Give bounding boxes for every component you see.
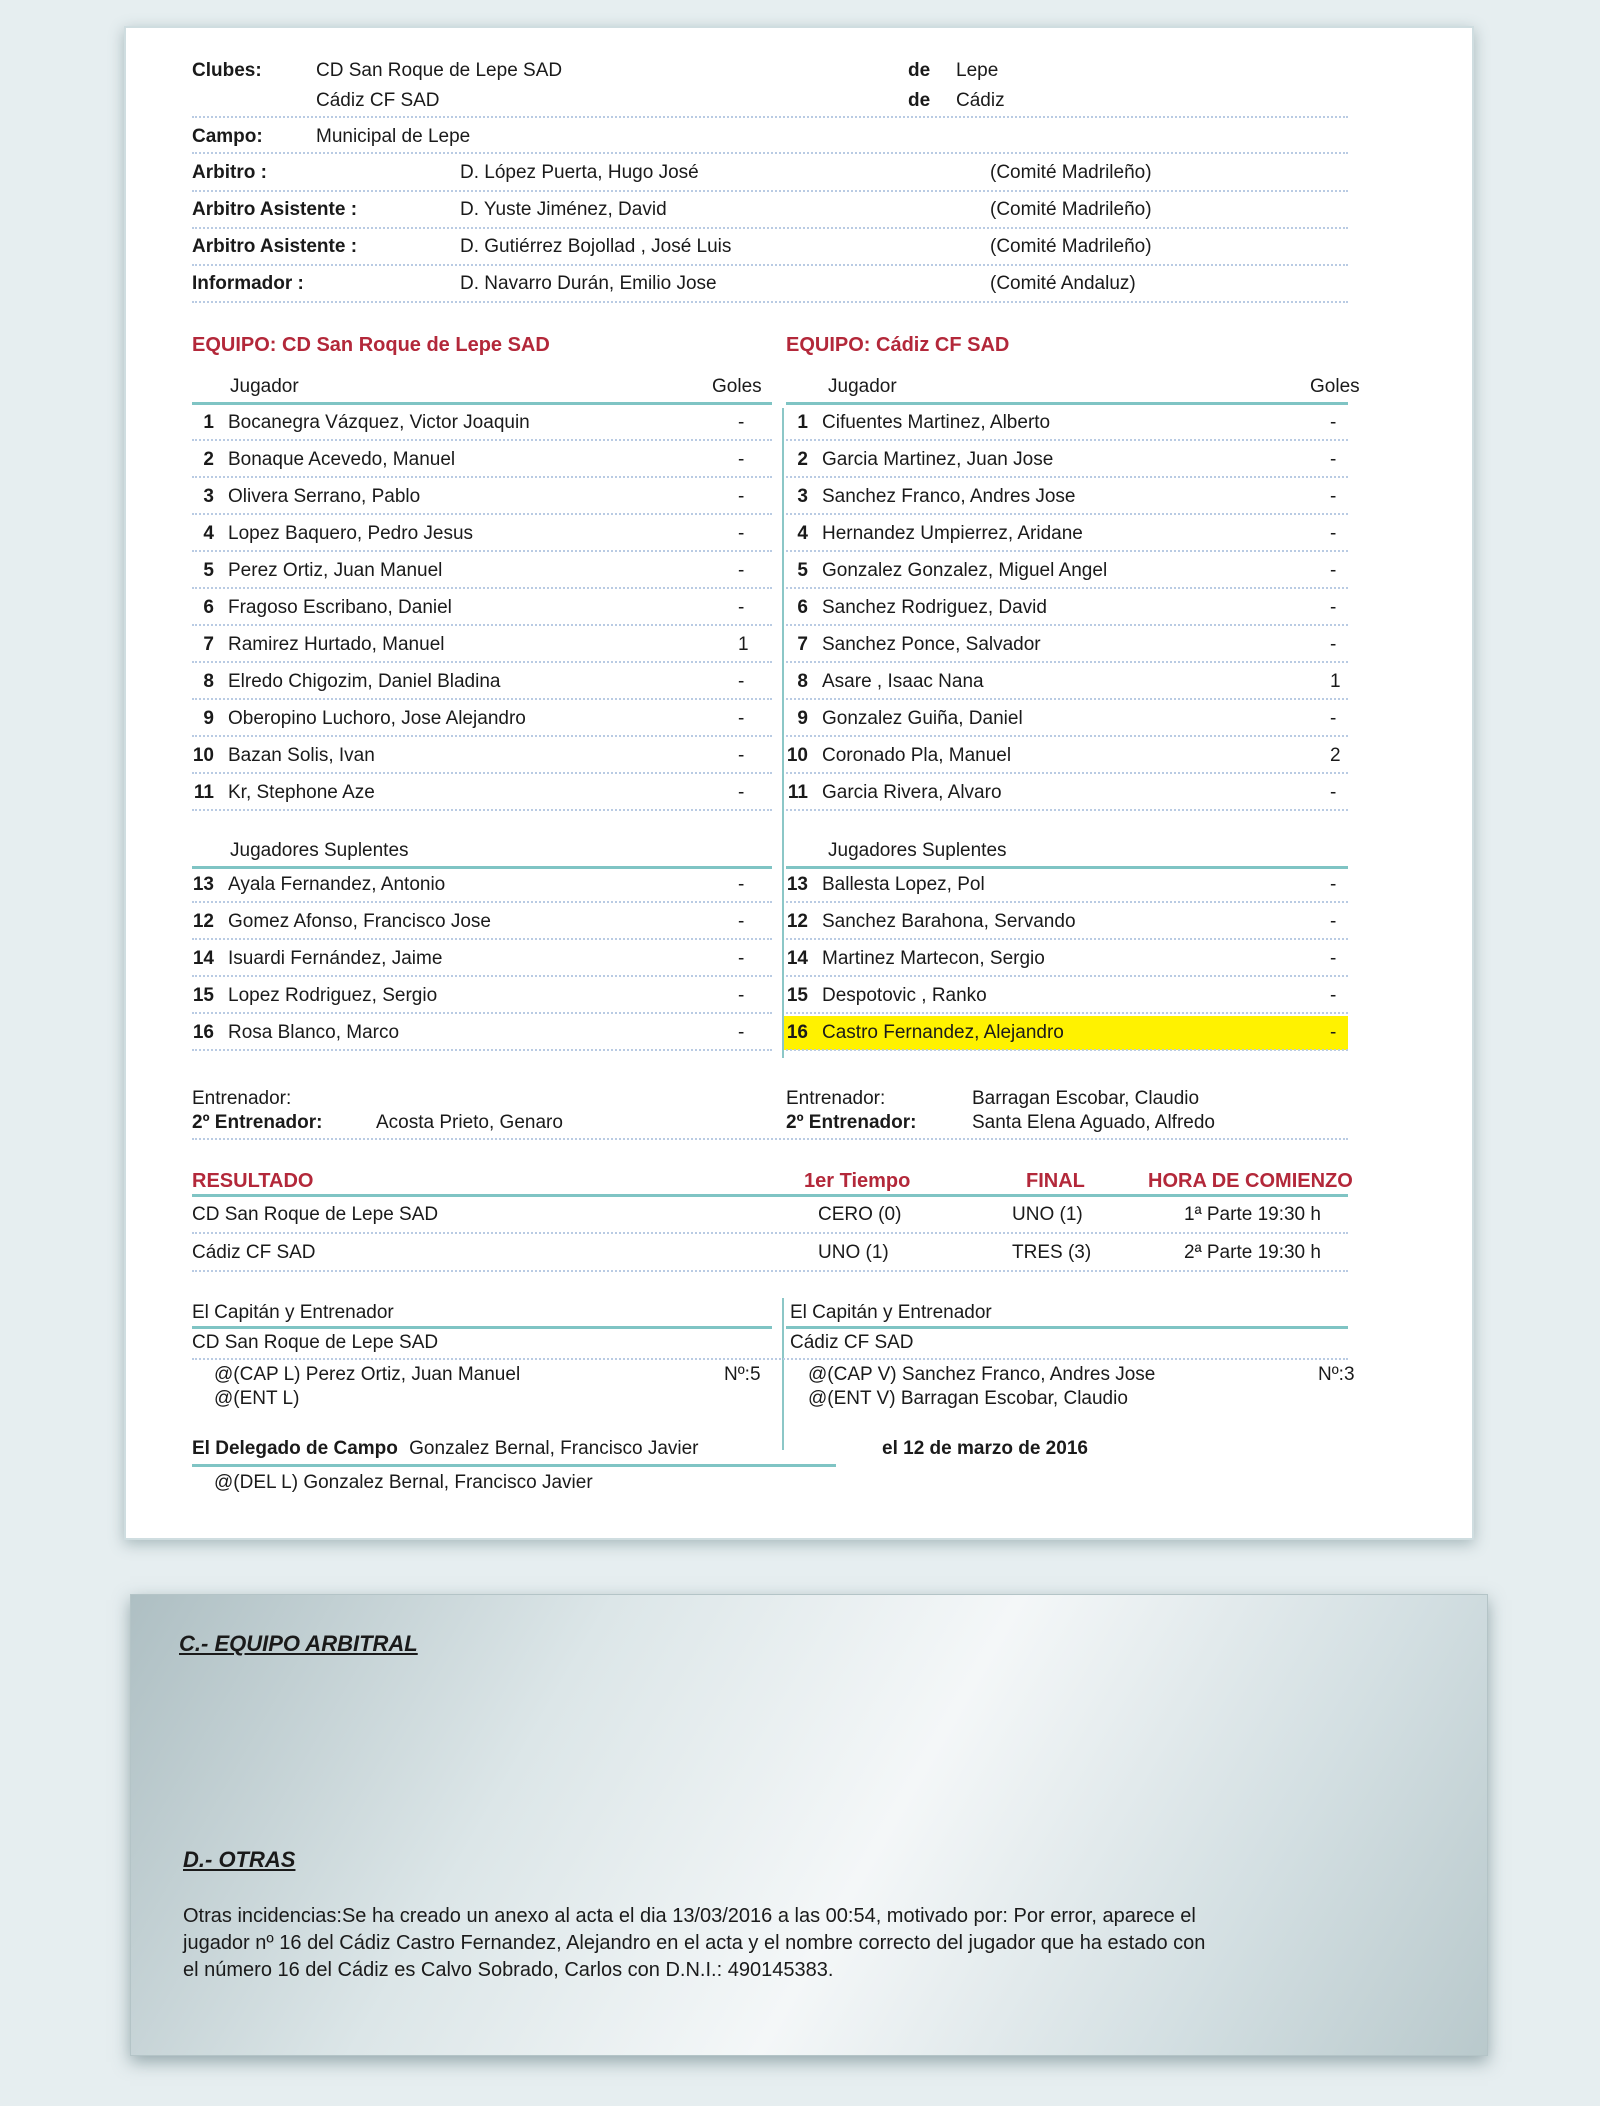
divider (192, 1270, 1348, 1272)
official-name: D. Navarro Durán, Emilio Jose (460, 273, 717, 294)
result-team: CD San Roque de Lepe SAD (192, 1204, 439, 1225)
player-name: Cifuentes Martinez, Alberto (822, 412, 1051, 433)
result-first-half: UNO (1) (818, 1242, 889, 1263)
player-goals: - (1330, 486, 1337, 507)
divider (192, 1049, 772, 1051)
club2-de: de (908, 90, 931, 111)
divider (192, 116, 1348, 118)
campo-label: Campo: (192, 126, 263, 147)
result-final: UNO (1) (1012, 1204, 1083, 1225)
match-report-sheet (124, 26, 1474, 1540)
delegate-line (192, 1438, 699, 1460)
player-goals: - (738, 948, 745, 969)
divider (192, 809, 772, 811)
player-goals: - (1330, 560, 1337, 581)
club1-city: Lepe (956, 60, 999, 81)
player-number: 6 (797, 597, 808, 618)
left-coach-sig: @(ENT L) (214, 1388, 300, 1409)
right-col-player: Jugador (828, 376, 897, 397)
divider (786, 439, 1348, 441)
divider (192, 190, 1348, 192)
player-name: Rosa Blanco, Marco (228, 1022, 400, 1043)
player-number: 7 (797, 634, 808, 655)
player-goals: - (738, 412, 745, 433)
player-name: Hernandez Umpierrez, Aridane (822, 523, 1083, 544)
delegate-sig: @(DEL L) Gonzalez Bernal, Francisco Javier (214, 1472, 593, 1493)
right-coach-label: Entrenador: (786, 1088, 886, 1109)
player-number: 9 (203, 708, 214, 729)
player-goals: 1 (738, 634, 749, 655)
result-team: Cádiz CF SAD (192, 1242, 316, 1263)
result-start-time: 2ª Parte 19:30 h (1184, 1242, 1321, 1263)
divider (192, 227, 1348, 229)
divider (192, 152, 1348, 154)
divider (786, 938, 1348, 940)
player-goals: 2 (1330, 745, 1341, 766)
left-col-player: Jugador (230, 376, 299, 397)
divider (786, 587, 1348, 589)
player-number: 11 (193, 782, 214, 803)
left-col-goals: Goles (712, 376, 762, 397)
right-captain-team: Cádiz CF SAD (790, 1332, 914, 1353)
left-subs-label: Jugadores Suplentes (230, 840, 409, 861)
player-goals: - (738, 708, 745, 729)
player-number: 12 (786, 911, 808, 932)
campo-value: Municipal de Lepe (316, 126, 471, 147)
divider (192, 264, 1348, 266)
divider (192, 661, 772, 663)
player-number: 14 (192, 948, 214, 969)
player-number: 16 (192, 1022, 214, 1043)
official-committee: (Comité Madrileño) (990, 199, 1152, 220)
player-name: Despotovic , Ranko (822, 985, 987, 1006)
player-number: 8 (203, 671, 214, 692)
player-name: Kr, Stephone Aze (228, 782, 375, 803)
right-team-title: EQUIPO: Cádiz CF SAD (786, 334, 1010, 356)
right-subs-label: Jugadores Suplentes (828, 840, 1007, 861)
rule (786, 402, 1348, 405)
player-goals: - (1330, 634, 1337, 655)
club2-name: Cádiz CF SAD (316, 90, 440, 111)
player-number: 16 (786, 1022, 808, 1043)
right-coach2: Santa Elena Aguado, Alfredo (972, 1112, 1215, 1133)
rule (786, 1326, 1348, 1329)
player-goals: - (1330, 597, 1337, 618)
result-final: TRES (3) (1012, 1242, 1092, 1263)
left-captain-team: CD San Roque de Lepe SAD (192, 1332, 439, 1353)
delegate-label: El Delegado de Campo (192, 1438, 398, 1459)
player-number: 5 (203, 560, 214, 581)
player-number: 2 (797, 449, 808, 470)
player-number: 9 (797, 708, 808, 729)
player-goals: - (1330, 708, 1337, 729)
player-number: 12 (192, 911, 214, 932)
player-name: Garcia Martinez, Juan Jose (822, 449, 1054, 470)
divider (786, 809, 1348, 811)
result-title: RESULTADO (192, 1170, 314, 1192)
right-coach: Barragan Escobar, Claudio (972, 1088, 1200, 1109)
player-number: 15 (786, 985, 808, 1006)
divider (192, 975, 772, 977)
player-name: Coronado Pla, Manuel (822, 745, 1012, 766)
official-name: D. Gutiérrez Bojollad , José Luis (460, 236, 732, 257)
right-coach2-label: 2º Entrenador: (786, 1112, 917, 1133)
left-coach2: Acosta Prieto, Genaro (376, 1112, 563, 1133)
divider (786, 975, 1348, 977)
player-goals: - (1330, 449, 1337, 470)
divider (786, 698, 1348, 700)
rule (192, 1326, 772, 1329)
player-name: Sanchez Franco, Andres Jose (822, 486, 1076, 507)
club1-de: de (908, 60, 931, 81)
club2-city: Cádiz (956, 90, 1005, 111)
clubes-label: Clubes: (192, 60, 262, 81)
divider (786, 550, 1348, 552)
divider (786, 624, 1348, 626)
player-name: Gonzalez Gonzalez, Miguel Angel (822, 560, 1108, 581)
divider (192, 513, 772, 515)
player-goals: - (1330, 1022, 1337, 1043)
incident-text-line-1: Otras incidencias:Se ha creado un anexo al acta el dia 13/03/2016 a las 00:54, motivado por: Por error, aparece el (183, 1905, 1196, 1927)
divider (786, 1012, 1348, 1014)
divider (192, 698, 772, 700)
player-goals: - (738, 782, 745, 803)
player-number: 14 (786, 948, 808, 969)
player-name: Ramirez Hurtado, Manuel (228, 634, 445, 655)
player-goals: - (738, 486, 745, 507)
divider (786, 901, 1348, 903)
player-goals: - (1330, 985, 1337, 1006)
divider (192, 1138, 1348, 1140)
player-name: Sanchez Barahona, Servando (822, 911, 1076, 932)
player-name: Bazan Solis, Ivan (228, 745, 375, 766)
right-coach-sig: @(ENT V) Barragan Escobar, Claudio (808, 1388, 1128, 1409)
player-number: 8 (797, 671, 808, 692)
player-number: 7 (203, 634, 214, 655)
player-name: Isuardi Fernández, Jaime (228, 948, 443, 969)
player-name: Gomez Afonso, Francisco Jose (228, 911, 491, 932)
divider (192, 550, 772, 552)
player-goals: - (1330, 523, 1337, 544)
player-name: Sanchez Rodriguez, David (822, 597, 1047, 618)
right-col-goals: Goles (1310, 376, 1360, 397)
official-role: Arbitro Asistente : (192, 199, 358, 220)
left-coach-label: Entrenador: (192, 1088, 292, 1109)
official-role: Arbitro Asistente : (192, 236, 358, 257)
divider (192, 476, 772, 478)
player-name: Ballesta Lopez, Pol (822, 874, 985, 895)
player-number: 4 (203, 523, 214, 544)
official-committee: (Comité Madrileño) (990, 236, 1152, 257)
player-goals: - (738, 911, 745, 932)
divider (786, 513, 1348, 515)
player-name: Olivera Serrano, Pablo (228, 486, 421, 507)
official-committee: (Comité Madrileño) (990, 162, 1152, 183)
club1-name: CD San Roque de Lepe SAD (316, 60, 563, 81)
player-number: 10 (192, 745, 214, 766)
player-name: Oberopino Luchoro, Jose Alejandro (228, 708, 526, 729)
left-captain-num: Nº:5 (724, 1364, 761, 1385)
player-name: Lopez Rodriguez, Sergio (228, 985, 438, 1006)
player-number: 2 (203, 449, 214, 470)
player-goals: - (738, 449, 745, 470)
player-name: Ayala Fernandez, Antonio (228, 874, 446, 895)
result-col-final: FINAL (1026, 1170, 1085, 1192)
player-name: Fragoso Escribano, Daniel (228, 597, 452, 618)
incidents-panel (130, 1594, 1488, 2056)
player-goals: - (738, 985, 745, 1006)
player-number: 13 (786, 874, 808, 895)
incident-text-line-2: jugador nº 16 del Cádiz Castro Fernandez, Alejandro en el acta y el nombre correcto del jugador que ha estado con (183, 1932, 1206, 1954)
rule (192, 1464, 836, 1467)
rule (192, 866, 772, 869)
divider (192, 938, 772, 940)
divider (786, 476, 1348, 478)
divider (192, 772, 772, 774)
divider (192, 1012, 772, 1014)
right-captain-num: Nº:3 (1318, 1364, 1355, 1385)
player-name: Martinez Martecon, Sergio (822, 948, 1045, 969)
divider (192, 1358, 1348, 1360)
official-name: D. López Puerta, Hugo José (460, 162, 699, 183)
player-name: Lopez Baquero, Pedro Jesus (228, 523, 474, 544)
result-col-start: HORA DE COMIENZO (1148, 1170, 1353, 1192)
result-col-first: 1er Tiempo (804, 1170, 911, 1192)
player-number: 15 (192, 985, 214, 1006)
divider (192, 301, 1348, 303)
player-goals: - (738, 745, 745, 766)
player-number: 3 (203, 486, 214, 507)
official-role: Informador : (192, 273, 304, 294)
official-committee: (Comité Andaluz) (990, 273, 1136, 294)
divider (192, 1232, 1348, 1234)
player-goals: - (1330, 948, 1337, 969)
right-captain-sig: @(CAP V) Sanchez Franco, Andres Jose (808, 1364, 1156, 1385)
player-goals: - (738, 523, 745, 544)
incident-text-line-3: el número 16 del Cádiz es Calvo Sobrado, Carlos con D.N.I.: 490145383. (183, 1959, 834, 1981)
rule (192, 402, 772, 405)
result-first-half: CERO (0) (818, 1204, 902, 1225)
section-d-title: D.- OTRAS (183, 1847, 296, 1872)
left-team-title: EQUIPO: CD San Roque de Lepe SAD (192, 334, 550, 356)
player-name: Sanchez Ponce, Salvador (822, 634, 1041, 655)
player-goals: - (738, 560, 745, 581)
player-goals: - (738, 874, 745, 895)
divider (192, 735, 772, 737)
player-name: Bocanegra Vázquez, Victor Joaquin (228, 412, 530, 433)
divider (786, 1049, 1348, 1051)
player-goals: - (738, 1022, 745, 1043)
divider (192, 624, 772, 626)
player-goals: - (1330, 412, 1337, 433)
player-number: 11 (787, 782, 808, 803)
player-name: Elredo Chigozim, Daniel Bladina (228, 671, 501, 692)
player-name: Asare , Isaac Nana (822, 671, 984, 692)
player-number: 1 (203, 412, 214, 433)
right-captain-title: El Capitán y Entrenador (790, 1302, 992, 1323)
left-coach2-label: 2º Entrenador: (192, 1112, 323, 1133)
player-name: Gonzalez Guiña, Daniel (822, 708, 1023, 729)
player-name: Garcia Rivera, Alvaro (822, 782, 1002, 803)
column-separator (782, 1298, 784, 1450)
divider (786, 772, 1348, 774)
player-goals: - (738, 597, 745, 618)
official-name: D. Yuste Jiménez, David (460, 199, 667, 220)
player-goals: 1 (1330, 671, 1341, 692)
column-separator (782, 848, 784, 1058)
player-number: 5 (797, 560, 808, 581)
rule (192, 1194, 1348, 1197)
player-number: 10 (786, 745, 808, 766)
player-name: Castro Fernandez, Alejandro (822, 1022, 1064, 1043)
player-goals: - (1330, 911, 1337, 932)
divider (192, 587, 772, 589)
left-captain-title: El Capitán y Entrenador (192, 1302, 394, 1323)
player-goals: - (1330, 874, 1337, 895)
player-number: 6 (203, 597, 214, 618)
player-number: 13 (192, 874, 214, 895)
divider (786, 661, 1348, 663)
player-name: Bonaque Acevedo, Manuel (228, 449, 456, 470)
player-number: 1 (797, 412, 808, 433)
player-number: 4 (797, 523, 808, 544)
player-goals: - (738, 671, 745, 692)
section-c-title: C.- EQUIPO ARBITRAL (179, 1631, 418, 1656)
official-role: Arbitro : (192, 162, 267, 183)
player-goals: - (1330, 782, 1337, 803)
delegate-date: el 12 de marzo de 2016 (882, 1438, 1088, 1459)
left-captain-sig: @(CAP L) Perez Ortiz, Juan Manuel (214, 1364, 521, 1385)
divider (786, 735, 1348, 737)
rule (786, 866, 1348, 869)
divider (192, 439, 772, 441)
divider (192, 901, 772, 903)
result-start-time: 1ª Parte 19:30 h (1184, 1204, 1321, 1225)
player-name: Perez Ortiz, Juan Manuel (228, 560, 443, 581)
player-number: 3 (797, 486, 808, 507)
delegate-name: Gonzalez Bernal, Francisco Javier (409, 1438, 699, 1459)
